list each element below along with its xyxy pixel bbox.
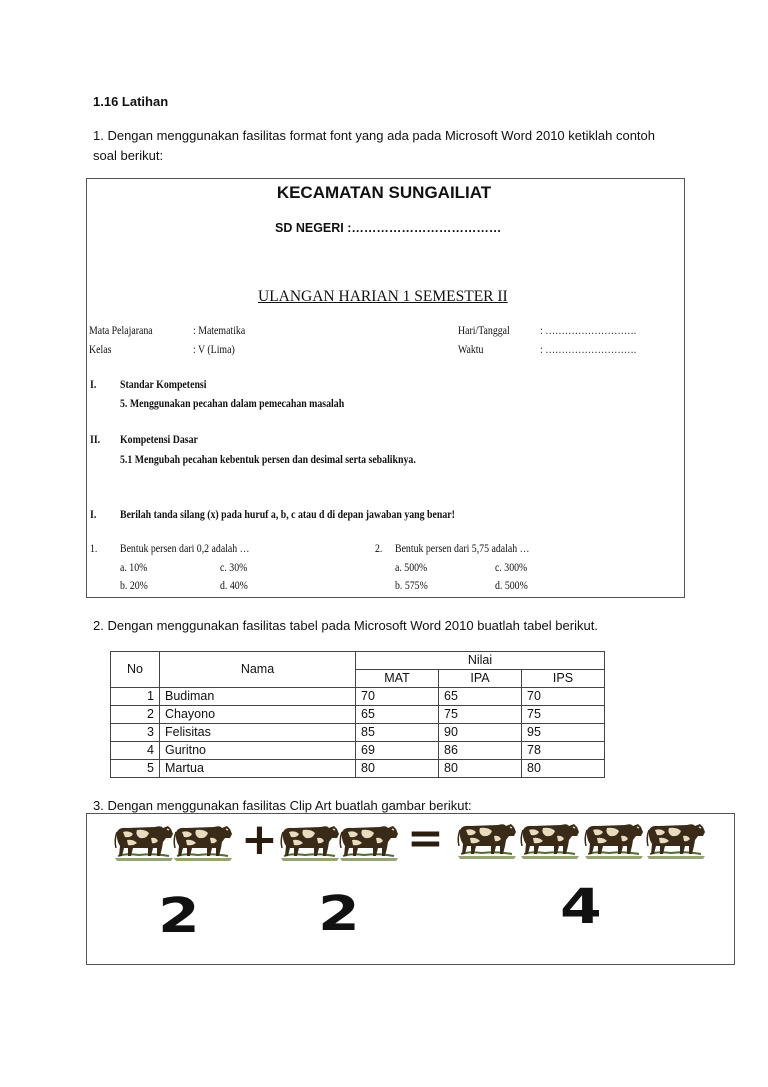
- cow-clipart-icon: [113, 820, 175, 862]
- row-ips: 95: [522, 724, 605, 742]
- exam-q1-option-b: b. 20%: [120, 578, 148, 592]
- cow-clipart-icon: [583, 818, 645, 860]
- header-ipa: IPA: [439, 670, 522, 688]
- exam-waktu-value: : ……………………….: [540, 342, 637, 356]
- exam-sd-negeri: SD NEGERI :………………………………: [275, 221, 502, 235]
- number-right: 4: [560, 879, 602, 935]
- exam-q1-option-d: d. 40%: [220, 578, 248, 592]
- row-ips: 75: [522, 706, 605, 724]
- exam-kelas-label: Kelas: [89, 342, 112, 356]
- table-row: [111, 742, 605, 760]
- cow-clipart-icon: [519, 818, 581, 860]
- exam-q2-text: Bentuk persen dari 5,75 adalah …: [395, 541, 530, 555]
- plus-sign: +: [241, 814, 278, 865]
- exam-q2-number: 2.: [375, 541, 383, 555]
- row-no: 4: [111, 742, 160, 760]
- exam-q1-text: Bentuk persen dari 0,2 adalah …: [120, 541, 250, 555]
- exam-sk-title: Standar Kompetensi: [120, 377, 207, 391]
- row-mat: 85: [356, 724, 439, 742]
- cow-clipart-icon: [645, 818, 707, 860]
- row-ipa: 86: [439, 742, 522, 760]
- exam-kecamatan: KECAMATAN SUNGAILIAT: [276, 183, 492, 202]
- exam-q2-option-c: c. 300%: [495, 560, 528, 574]
- cow-clipart-icon: [172, 820, 234, 862]
- exam-q1-option-c: c. 30%: [220, 560, 248, 574]
- q1-instruction-line1: 1. Dengan menggunakan fasilitas format font yang ada pada Microsoft Word 2010 ketiklah contoh: [93, 128, 655, 143]
- header-no: No: [111, 652, 160, 688]
- row-ipa: 65: [439, 688, 522, 706]
- table-row: [111, 724, 605, 742]
- exam-kelas-value: : V (Lima): [193, 342, 235, 356]
- row-nama: Chayono: [160, 706, 356, 724]
- q1-instruction-line2: soal berikut:: [93, 148, 164, 163]
- cow-clipart-icon: [279, 820, 341, 862]
- number-left: 2: [158, 888, 200, 944]
- row-no: 3: [111, 724, 160, 742]
- exam-q1-number: 1.: [90, 541, 98, 555]
- exam-kd-number: II.: [90, 432, 101, 446]
- row-ipa: 90: [439, 724, 522, 742]
- cow-clipart-icon: [456, 818, 518, 860]
- row-ips: 80: [522, 760, 605, 778]
- header-nilai: Nilai: [356, 652, 605, 670]
- row-no: 2: [111, 706, 160, 724]
- exam-q2-option-d: d. 500%: [495, 578, 528, 592]
- table-row: [111, 706, 605, 724]
- q3-instruction: 3. Dengan menggunakan fasilitas Clip Art buatlah gambar berikut:: [93, 798, 472, 813]
- header-mat: MAT: [356, 670, 439, 688]
- exam-mapel-label: Mata Pelajarana: [89, 323, 153, 337]
- exam-q2-option-b: b. 575%: [395, 578, 428, 592]
- exam-hari-label: Hari/Tanggal: [458, 323, 510, 337]
- exam-ulangan-title: ULANGAN HARIAN 1 SEMESTER II: [258, 288, 508, 305]
- cow-clipart-icon: [338, 820, 400, 862]
- exam-kd-text: 5.1 Mengubah pecahan kebentuk persen dan desimal serta sebaliknya.: [120, 452, 416, 466]
- exam-sk-text: 5. Menggunakan pecahan dalam pemecahan masalah: [120, 396, 345, 410]
- exam-instruction-number: I.: [90, 507, 97, 521]
- header-ips: IPS: [522, 670, 605, 688]
- row-nama: Guritno: [160, 742, 356, 760]
- table-row: [111, 688, 605, 706]
- row-mat: 69: [356, 742, 439, 760]
- row-no: 5: [111, 760, 160, 778]
- row-nama: Felisitas: [160, 724, 356, 742]
- equals-sign: =: [407, 813, 444, 864]
- row-nama: Martua: [160, 760, 356, 778]
- score-table: [110, 651, 605, 778]
- section-heading: 1.16 Latihan: [93, 94, 169, 109]
- exam-instruction-text: Berilah tanda silang (x) pada huruf a, b, c atau d di depan jawaban yang benar!: [120, 507, 455, 521]
- exam-q2-option-a: a. 500%: [395, 560, 428, 574]
- header-nama: Nama: [160, 652, 356, 688]
- exam-q1-option-a: a. 10%: [120, 560, 148, 574]
- exam-waktu-label: Waktu: [458, 342, 484, 356]
- row-no: 1: [111, 688, 160, 706]
- row-mat: 70: [356, 688, 439, 706]
- row-nama: Budiman: [160, 688, 356, 706]
- exam-hari-value: : ……………………….: [540, 323, 637, 337]
- row-mat: 80: [356, 760, 439, 778]
- table-row: [111, 760, 605, 778]
- row-ips: 78: [522, 742, 605, 760]
- number-middle: 2: [318, 886, 360, 942]
- exam-kd-title: Kompetensi Dasar: [120, 432, 198, 446]
- row-ipa: 75: [439, 706, 522, 724]
- row-ipa: 80: [439, 760, 522, 778]
- exam-sk-number: I.: [90, 377, 97, 391]
- q2-instruction: 2. Dengan menggunakan fasilitas tabel pada Microsoft Word 2010 buatlah tabel berikut.: [93, 618, 598, 633]
- row-mat: 65: [356, 706, 439, 724]
- row-ips: 70: [522, 688, 605, 706]
- exam-mapel-value: : Matematika: [193, 323, 246, 337]
